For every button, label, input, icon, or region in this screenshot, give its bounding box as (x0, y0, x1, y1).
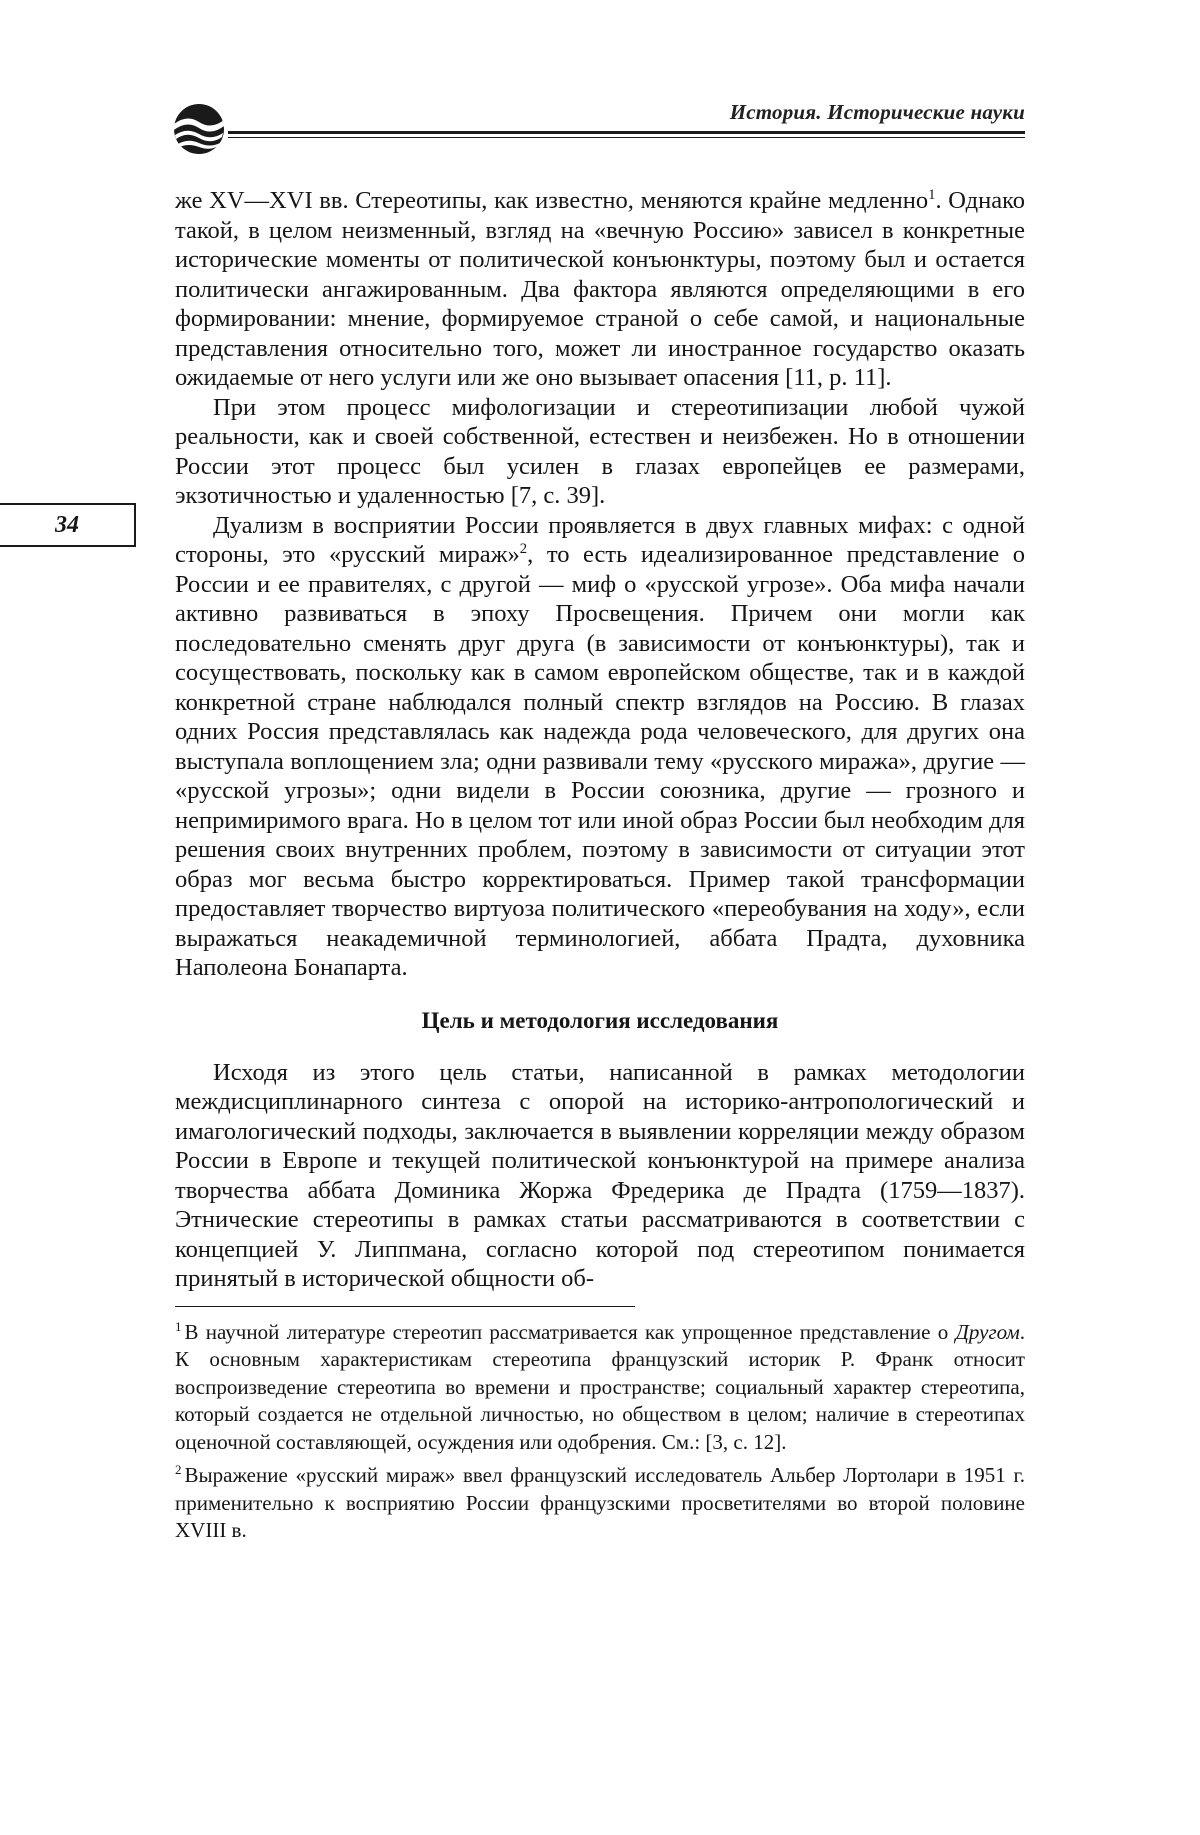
footnote: $^1$ В научной литературе стереотип рассматривается как упрощенное представление о Другом. К основным характеристикам стереотипа французский историк Р. Франк относит воспроизведение стереотипа во времени и пространстве; социальный характер стереотипа, который создается не отдельной личностью, но обществом в целом; наличие в стереотипах оценочной составляющей, осуждения или одобрения. См.: [3, c. 12]. (175, 1318, 1025, 1454)
paragraph: же XV—XVI вв. Стереотипы, как известно, меняются крайне медленно$^1$. Однако такой, в целом неизменный, взгляд на «вечную Россию» зависел в конкретные исторические моменты от политической конъюнктуры, поэтому был и остается политически ангажированным. Два фактора являются определяющими в его формировании: мнение, формируемое страной о себе самой, и национальные представления относительно того, может ли иностранное государство оказать ожидаемые от него услуги или же оно вызывает опасения [11, p. 11]. (175, 186, 1025, 391)
header-rule-thin (228, 137, 1025, 138)
running-header-title: История. Исторические науки (729, 100, 1025, 124)
section-heading: Цель и методология исследования (421, 1007, 779, 1033)
header-rule (228, 131, 1025, 134)
footnote-separator (175, 1306, 635, 1307)
footnote-number: 1 (175, 1318, 182, 1334)
footnote-number: 2 (175, 1462, 182, 1477)
paragraph: Исходя из этого цель статьи, написанной в рамках методологии междисциплинарного синтеза с опорой на историко-антропологический и имагологический подходы, заключается в выявлении корреляции между образом России в Европе и текущей политической конъюнктурой на примере анализа творчества аббата Доминика Жоржа Фредерика де Прадта (1759—1837). Этнические стереотипы в рамках статьи рассматриваются в соответствии с концепцией У. Липпмана, согласно которой под стереотипом понимается принятый в исторической общности об- (175, 1058, 1025, 1292)
paragraph: При этом процесс мифологизации и стереотипизации любой чужой реальности, как и своей собственной, естествен и неизбежен. Но в отношении России этот процесс был усилен в глазах европейцев ее размерами, экзотичностью и удаленностью [7, c. 39]. (175, 393, 1025, 509)
footnotes (175, 1319, 1025, 1545)
footnote-ref[interactable]: 2 (519, 540, 528, 557)
footnote-ref[interactable]: 1 (928, 186, 936, 203)
page-number: 34 (0, 503, 136, 547)
wave-globe-icon (170, 100, 228, 158)
paragraph: Дуализм в восприятии России проявляется в двух главных мифах: с одной стороны, это «русский мираж»$^2$, то есть идеализированное представление о России и ее правителях, с другой — миф о «русской угрозе». Оба мифа начали активно развиваться в эпоху Просвещения. Причем они могли как последовательно сменять друг друга (в зависимости от конъюнктуры), так и сосуществовать, поскольку как в самом европейском обществе, так и в каждой конкретной стране наблюдался полный спектр взглядов на Россию. В глазах одних Россия представлялась как надежда рода человеческого, для других она выступала воплощением зла; одни развивали тему «русского миража», другие — «русской угрозы»; одни видели в России союзника, другие — грозного и непримиримого врага. Но в целом тот или иной образ России был необходим для решения своих внутренних проблем, поэтому в зависимости от ситуации этот образ мог весьма быстро корректироваться. Пример такой трансформации предоставляет творчество виртуоза политического «переобувания на ходу», если выражаться неакадемичной терминологией, аббата Прадта, духовника Наполеона Бонапарта. (175, 511, 1026, 981)
footnote: $^2$ Выражение «русский мираж» ввел французский исследователь Альбер Лортолари в 1951 г. применительно к восприятию России французскими просветителями во второй половине XVIII в. (175, 1462, 1025, 1542)
article-body (175, 186, 1025, 1551)
